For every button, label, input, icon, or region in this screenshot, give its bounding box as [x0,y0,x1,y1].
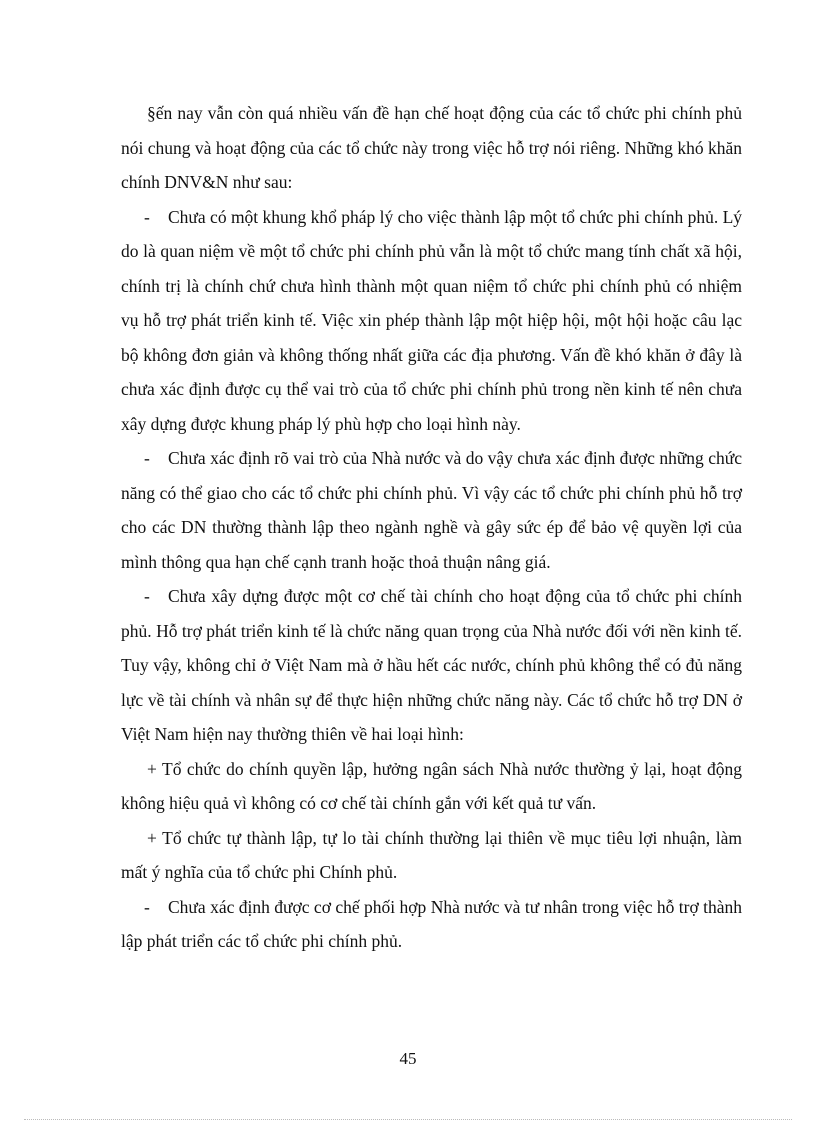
bullet-paragraph-state-role: - Chưa xác định rõ vai trò của Nhà nước và do vậy chưa xác định được những chức năng có thể giao cho các tổ chức phi chính phủ. Vì vậy các tổ chức phi chính phủ hỗ trợ cho các DN thường thành lập theo ngành nghề và gây sức ép để bảo vệ quyền lợi của mình thông qua hạn chế cạnh tranh hoặc thoả thuận nâng giá. [121,441,742,579]
bullet-dash: - [144,448,150,468]
bullet-dash: - [144,206,150,227]
plus-item-self-founded: + Tổ chức tự thành lập, tự lo tài chính thường lại thiên về mục tiêu lợi nhuận, làm mất ý nghĩa của tổ chức phi Chính phủ. [121,827,742,882]
bullet-dash: - [144,586,150,606]
page-number: 45 [399,1049,417,1068]
page-bottom-divider [24,1119,792,1120]
bullet-paragraph-coordination: - Chưa xác định được cơ chế phối hợp Nhà nước và tư nhân trong việc hỗ trợ thành lập phát triển các tổ chức phi chính phủ. [121,890,742,959]
intro-paragraph: §ến nay vẫn còn quá nhiều vấn đề hạn chế hoạt động của các tổ chức phi chính phủ nói chung và hoạt động của các tổ chức này trong việc hỗ trợ nói riêng. Những khó khăn chính DNV&N như sau: [121,103,742,192]
bullet-dash: - [144,896,150,917]
body-text [121,96,742,959]
bullet-paragraph-finance-mechanism: - Chưa xây dựng được một cơ chế tài chính cho hoạt động của tổ chức phi chính phủ. Hỗ trợ phát triển kinh tế là chức năng quan trọng của Nhà nước đối với nền kinh tế. Tuy vậy, không chỉ ở Việt Nam mà ở hầu hết các nước, chính phủ không thể có đủ năng lực về tài chính và nhân sự để thực hiện những chức năng này. Các tổ chức hỗ trợ DN ở Việt Nam hiện nay thường thiên về hai loại hình: [121,579,742,752]
bullet-paragraph-legal-framework: - Chưa có một khung khổ pháp lý cho việc thành lập một tổ chức phi chính phủ. Lý do là quan niệm về một tổ chức phi chính phủ vẫn là một tổ chức mang tính chất xã hội, chính trị là chính chứ chưa hình thành một quan niệm tổ chức phi chính phủ có nhiệm vụ hỗ trợ phát triển kinh tế. Việc xin phép thành lập một hiệp hội, một hội hoặc câu lạc bộ không đơn giản và không thống nhất giữa các địa phương. Vấn đề khó khăn ở đây là chưa xác định được cụ thể vai trò của tổ chức phi chính phủ trong nền kinh tế nên chưa xây dựng được khung pháp lý phù hợp cho loại hình này. [121,200,742,442]
plus-item-government-founded: + Tổ chức do chính quyền lập, hưởng ngân sách Nhà nước thường ỷ lại, hoạt động không hiệu quả vì không có cơ chế tài chính gắn với kết quả tư vấn. [121,758,742,813]
